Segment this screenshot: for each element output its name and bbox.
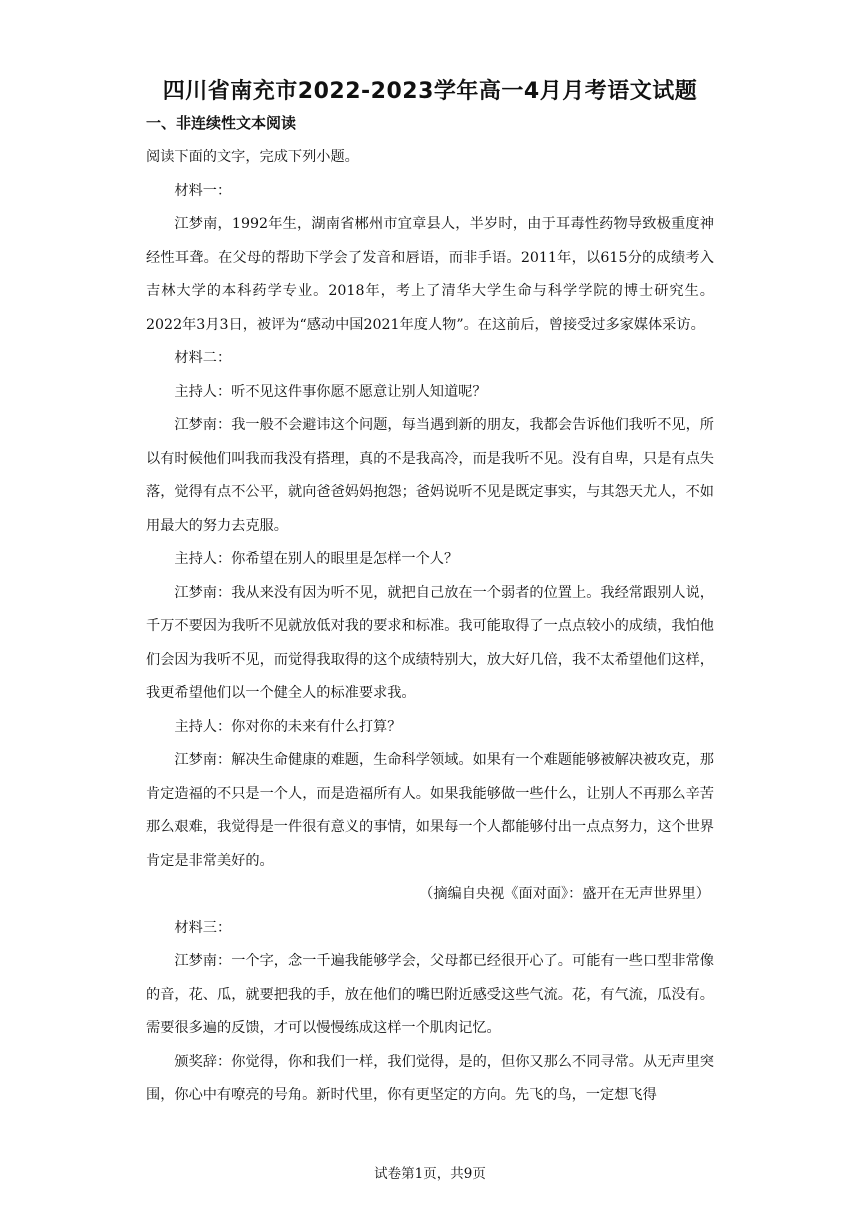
material-label: 材料一： [174,182,232,199]
paragraph: 主持人：你对你的未来有什么打算？ [174,718,402,735]
source-citation: （摘编自央视《面对面》：盛开在无声世界里） [419,886,710,902]
paragraph: 江梦南，1992年生，湖南省郴州市宜章县人，半岁时，由于耳毒性药物导致极重度神经性耳聋。在父母的帮助下学会了发音和唇语，而非手语。2011年，以615分的成绩考入吉林大学的本科药学专业。2018年，考上了清华大学生命与科学学院的博士研究生。2022年3月3日，被评为“感动中国2021年度人物”。在这前后，曾接受过多家媒体采访。 [146,216,714,333]
material-label: 材料三： [174,919,232,936]
paragraph: 颁奖辞：你觉得，你和我们一样，我们觉得，是的，但你又那么不同寻常。从无声里突围，你心中有嘹亮的号角。新时代里，你有更坚定的方向。先飞的鸟，一定想飞得 [146,1053,714,1103]
paragraph: 主持人：听不见这件事你愿不愿意让别人知道呢？ [174,383,487,400]
page-footer: 试卷第1页，共9页 [374,1166,486,1182]
material-label: 材料二： [174,350,232,366]
section-heading: 一、非连续性文本阅读 [146,114,297,132]
paragraph: 江梦南：我一般不会避讳这个问题，每当遇到新的朋友，我都会告诉他们我听不见，所以有时候他们叫我而我没有搭理，真的不是我高冷，而是我听不见。没有自卑，只是有点失落，觉得有点不公平，就向爸爸妈妈抱怨；爸妈说听不见是既定事实，与其怨天尤人，不如用最大的努力去克服。 [146,417,714,534]
paragraph: 江梦南：解决生命健康的难题，生命科学领域。如果有一个难题能够被解决被攻克，那肯定造福的不只是一个人，而是造福所有人。如果我能够做一些什么，让别人不再那么辛苦那么艰难，我觉得是一件很有意义的事情，如果每一个人都能够付出一点点努力，这个世界肯定是非常美好的。 [146,752,714,869]
body-text [146,141,714,1113]
paragraph: 江梦南：一个字，念一千遍我能够学会，父母都已经很开心了。可能有一些口型非常像的音，花、瓜，就要把我的手，放在他们的嘴巴附近感受这些气流。花，有气流，瓜没有。需要很多遍的反馈，才可以慢慢练成这样一个肌肉记忆。 [146,953,714,1036]
instruction-paragraph: 阅读下面的文字，完成下列小题。 [146,149,359,165]
paragraph: 主持人：你希望在别人的眼里是怎样一个人？ [174,551,459,567]
document-title: 四川省南充市2022-2023学年高一4月月考语文试题 [162,79,698,104]
paragraph: 江梦南：我从来没有因为听不见，就把自己放在一个弱者的位置上。我经常跟别人说，千万不要因为我听不见就放低对我的要求和标准。我可能取得了一点点较小的成绩，我怕他们会因为我听不见，而觉得我取得的这个成绩特别大，放大好几倍，我不太希望他们这样，我更希望他们以一个健全人的标准要求我。 [146,584,714,701]
